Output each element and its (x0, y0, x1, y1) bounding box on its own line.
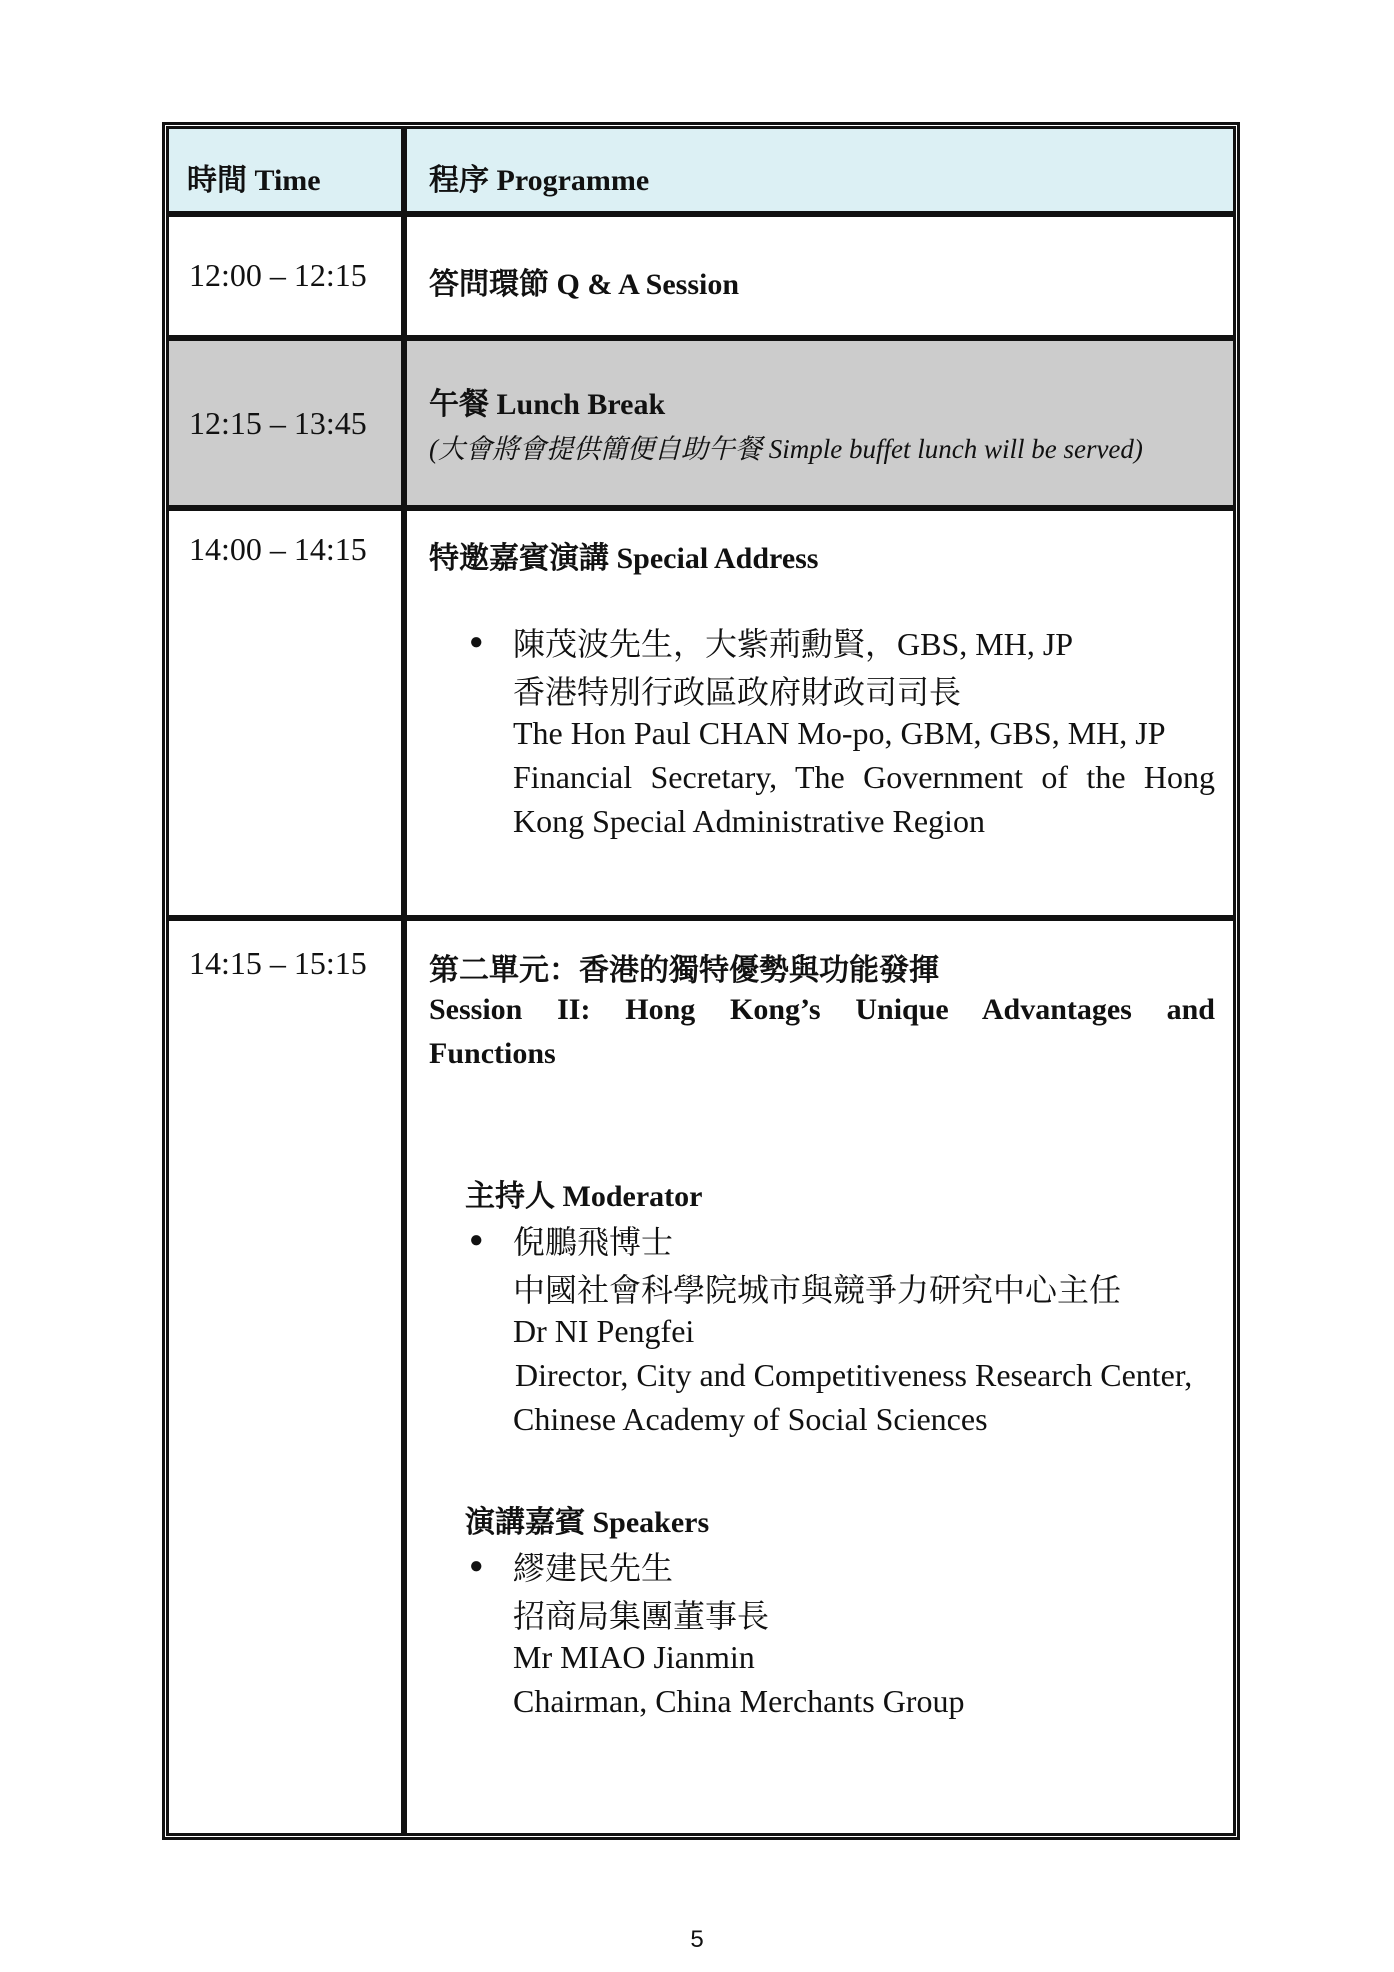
row-lunch-title: 午餐 Lunch Break (429, 388, 666, 421)
speakers-label: 演講嘉賓 Speakers (465, 1506, 710, 1539)
row-qa-time-cell (166, 214, 404, 338)
speaker-title-zh: 香港特別行政區政府財政司司長 (513, 674, 962, 710)
row-qa-title: 答問環節 Q & A Session (429, 268, 740, 301)
speaker2-name-en: Mr MIAO Jianmin (513, 1639, 755, 1675)
row-address-time-cell (166, 508, 404, 918)
moderator-title-zh: 中國社會科學院城市與競爭力研究中心主任 (513, 1272, 1122, 1308)
moderator-name-zh: 倪鵬飛博士 (513, 1224, 674, 1260)
row-lunch-time: 12:15 – 13:45 (189, 405, 367, 441)
speaker-name-en: The Hon Paul CHAN Mo-po, GBM, GBS, MH, JP (513, 715, 1166, 751)
bullet-icon: ● (469, 1227, 484, 1253)
speaker2-name-zh: 繆建民先生 (513, 1550, 674, 1586)
row-session-time-cell (166, 918, 404, 1836)
speaker-name-zh: 陳茂波先生，大紫荊勳賢，GBS, MH, JP (513, 626, 1074, 662)
moderator-name-en: Dr NI Pengfei (513, 1313, 695, 1349)
row-session-time: 14:15 – 15:15 (189, 945, 367, 981)
row-lunch-note: (大會將會提供簡便自助午餐 Simple buffet lunch will be served) (429, 434, 1143, 464)
row-session-programme-cell (404, 918, 1236, 1836)
header-time-label: 時間 Time (187, 164, 321, 197)
header-programme-cell (404, 126, 1236, 214)
page-number: 5 (690, 1926, 704, 1953)
speaker2-title-en: Chairman, China Merchants Group (513, 1683, 965, 1719)
moderator-label: 主持人 Moderator (465, 1180, 703, 1213)
row-address-title: 特邀嘉賓演講 Special Address (429, 542, 819, 575)
moderator-title-en-line1: Director, City and Competitiveness Research Center, (515, 1357, 1193, 1393)
moderator-title-en-line2: Chinese Academy of Social Sciences (513, 1401, 988, 1437)
speaker2-title-zh: 招商局集團董事長 (513, 1598, 770, 1634)
session-title-en-line2: Functions (429, 1037, 556, 1070)
session-title-en-line1: Session II: Hong Kong’s Unique Advantages and (429, 993, 1215, 1026)
speaker-title-en-line2: Kong Special Administrative Region (513, 803, 985, 839)
bullet-icon: ● (469, 629, 484, 655)
header-programme-label: 程序 Programme (429, 164, 650, 197)
row-lunch-time-cell (166, 338, 404, 508)
row-address-programme-cell (404, 508, 1236, 918)
row-qa-programme-cell (404, 214, 1236, 338)
speaker-title-en-line1: Financial Secretary, The Government of the Hong (513, 759, 1215, 795)
bullet-icon: ● (469, 1553, 484, 1579)
row-lunch-programme-cell (404, 338, 1236, 508)
row-address-time: 14:00 – 14:15 (189, 531, 367, 567)
session-title-zh: 第二單元：香港的獨特優勢與功能發揮 (429, 954, 939, 987)
header-time-cell (166, 126, 404, 214)
row-qa-time: 12:00 – 12:15 (189, 257, 367, 293)
